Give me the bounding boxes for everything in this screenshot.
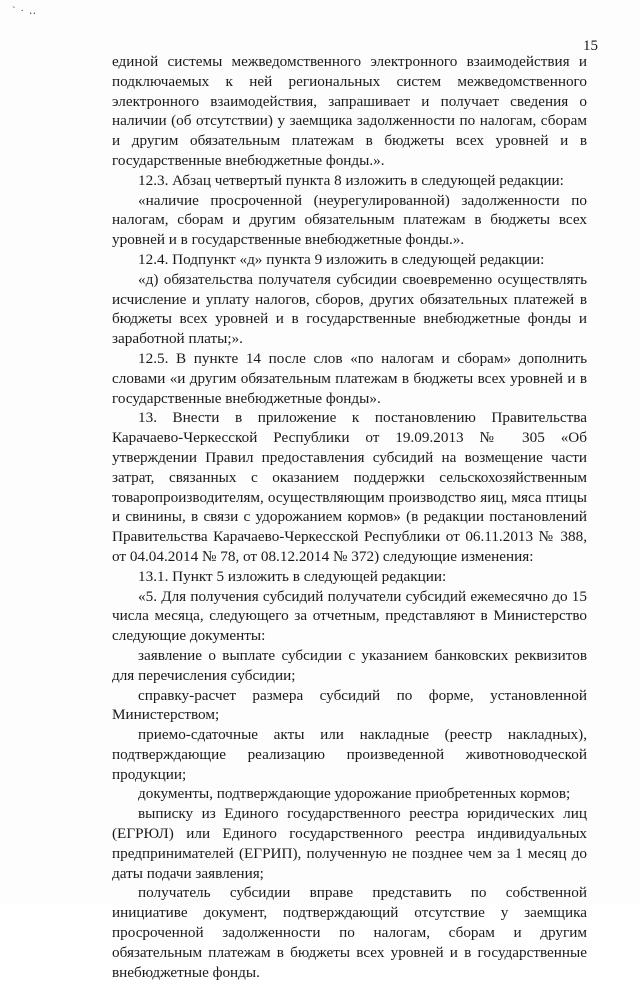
paragraph: 13. Внести в приложение к постановлению Правительства Карачаево-Черкесской Республики от 19.09.2013 № 305 «Об утверждении Правил предоставления субсидий на возмещение части затрат, связанных с оказанием поддержки сельскохозяйственным товаропроизводителям, осуществляющим производство яиц, мяса птицы и свинины, в связи с удорожанием кормов» (в редакции постановлений Правительства Карачаево-Черкесской Республики от 06.11.2013 № 388, от 04.04.2014 № 78, от 08.12.2014 № 372) следующие изменения: <box>112 409 587 565</box>
paragraph: 12.3. Абзац четвертый пункта 8 изложить в следующей редакции: <box>138 171 564 189</box>
paragraph: «5. Для получения субсидий получатели субсидий ежемесячно до 15 числа месяца, следующего за отчетным, представляют в Министерство следующие документы: <box>112 587 587 645</box>
paragraph: единой системы межведомственного электронного взаимодействия и подключаемых к ней региональных систем межведомственного электронного взаимодействия, запрашивает и получает сведения о наличии (об отсутствии) у заемщика задолженности по налогам, сборам и другим обязательным платежам в бюджеты всех уровней и в государственные внебюджетные фонды.». <box>112 53 587 169</box>
paragraph: получатель субсидии вправе представить по собственной инициативе документ, подтверждающий отсутствие у заемщика просроченной задолженности по налогам, сборам и другим обязательным платежам в бюджеты всех уровней и в государственные внебюджетные фонды. <box>112 884 587 981</box>
paragraph: документы, подтверждающие удорожание приобретенных кормов; <box>138 785 571 803</box>
paragraph: «наличие просроченной (неурегулированной) задолженности по налогам, сборам и другим обязательным платежам в бюджеты всех уровней и в государственные внебюджетные фонды.». <box>112 191 587 249</box>
paragraph: заявление о выплате субсидии с указанием банковских реквизитов для перечисления субсидии; <box>112 646 587 684</box>
scan-artifact: ` · ‥ <box>12 5 38 17</box>
page-number: 15 <box>583 38 598 54</box>
paragraph: 12.4. Подпункт «д» пункта 9 изложить в следующей редакции: <box>138 250 545 268</box>
paragraph: приемо-сдаточные акты или накладные (реестр накладных), подтверждающие реализацию произведенной животноводческой продукции; <box>112 726 587 783</box>
paragraph: 12.5. В пункте 14 после слов «по налогам и сборам» дополнить словами «и другим обязательным платежам в бюджеты всех уровней и в государственные внебюджетные фонды». <box>112 349 587 407</box>
paragraph: справку-расчет размера субсидий по форме, установленной Министерством; <box>112 686 587 724</box>
document-body <box>112 52 587 982</box>
paragraph: 13.1. Пункт 5 изложить в следующей редакции: <box>138 567 447 585</box>
paragraph: выписку из Единого государственного реестра юридических лиц (ЕГРЮЛ) или Единого государственного реестра индивидуальных предпринимателей (ЕГРИП), полученную не позднее чем за 1 месяц до даты подачи заявления; <box>112 805 587 882</box>
paragraph: «д) обязательства получателя субсидии своевременно осуществлять исчисление и уплату налогов, сборов, других обязательных платежей в бюджеты всех уровней и в государственные внебюджетные фонды и заработной платы;». <box>112 270 587 348</box>
